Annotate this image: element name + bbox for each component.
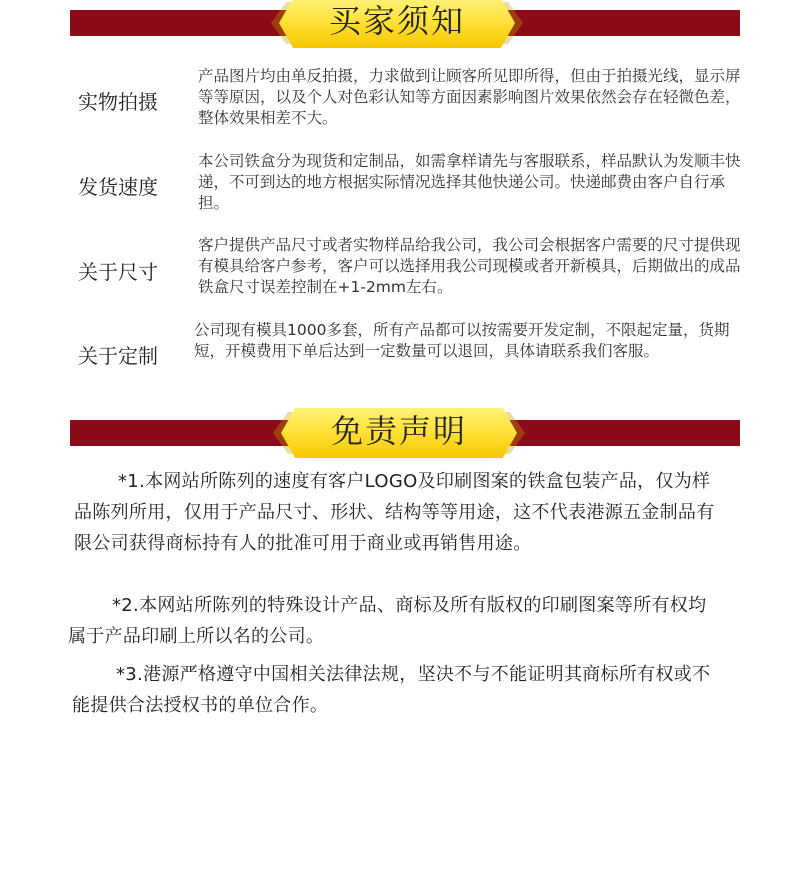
disclaimer-paragraph: *2.本网站所陈列的特殊设计产品、商标及所有版权的印刷图案等所有权均属于产品印刷上所以名的公司。 (68, 595, 707, 647)
info-text: 产品图片均由单反拍摄，力求做到让顾客所见即所得，但由于拍摄光线，显示屏等等原因，以及个人对色彩认知等方面因素影响图片效果依然会存在轻微色差，整体效果相差不大。 (198, 67, 741, 127)
info-label: 发货速度 (78, 175, 158, 199)
section-banner-buyer-notice (0, 0, 790, 48)
info-text: 客户提供产品尺寸或者实物样品给我公司，我公司会根据客户需要的尺寸提供现有模具给客户参考，客户可以选择用我公司现模或者开新模具，后期做出的成品铁盒尺寸误差控制在+1-2mm左右。 (198, 236, 741, 296)
info-label: 实物拍摄 (78, 90, 158, 114)
info-text: 本公司铁盒分为现货和定制品，如需拿样请先与客服联系，样品默认为发顺丰快递，不可到达的地方根据实际情况选择其他快递公司。快递邮费由客户自行承担。 (198, 152, 741, 212)
section-title: 免责声明 (330, 412, 467, 450)
info-text: 公司现有模具1000多套，所有产品都可以按需要开发定制，不限起定量，货期短，开模费用下单后达到一定数量可以退回，具体请联系我们客服。 (194, 321, 730, 360)
disclaimer-paragraph: *1.本网站所陈列的速度有客户LOGO及印刷图案的铁盒包装产品，仅为样品陈列所用，仅用于产品尺寸、形状、结构等等用途，这不代表港源五金制品有限公司获得商标持有人的批准可用于商业或再销售用途。 (74, 471, 715, 554)
section-title: 买家须知 (328, 2, 465, 40)
info-label: 关于尺寸 (78, 260, 158, 284)
info-label: 关于定制 (78, 344, 158, 368)
section-banner-disclaimer (0, 408, 790, 458)
disclaimer-paragraph: *3.港源严格遵守中国相关法律法规，坚决不与不能证明其商标所有权或不能提供合法授权书的单位合作。 (72, 664, 711, 716)
